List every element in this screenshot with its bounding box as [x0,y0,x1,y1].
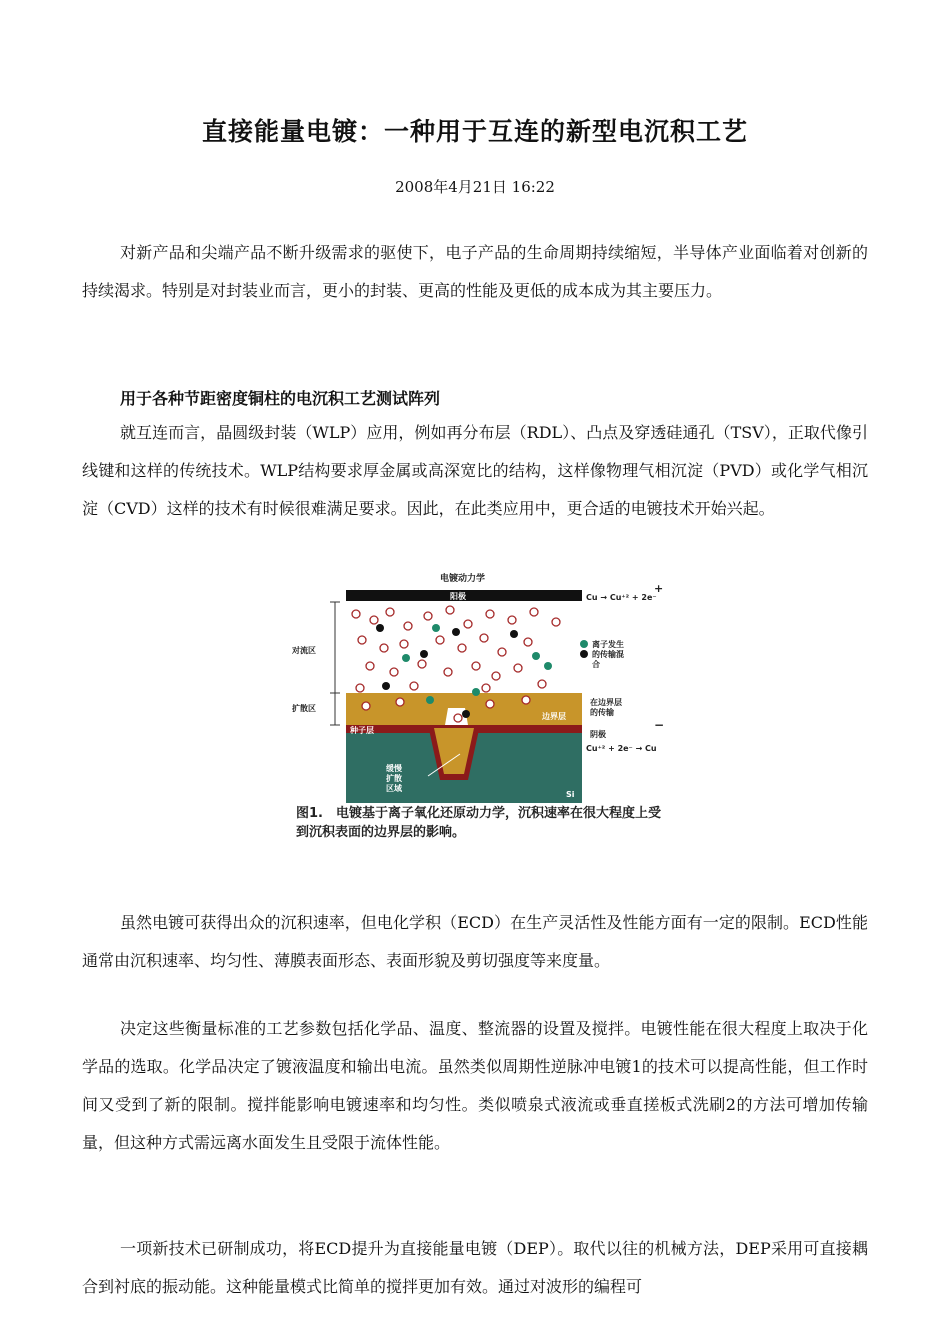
ion-mixing-label: 离子发生的传输混合 [592,640,624,669]
paragraph-intro: 对新产品和尖端产品不断升级需求的驱使下，电子产品的生命周期持续缩短，半导体产业面临着对创新的持续渴求。特别是对封装业而言，更小的封装、更高的性能及更低的成本成为其主要压力。 [82,243,868,300]
figure-electroplating-kinetics [290,568,670,858]
paragraph-ecd-limits: 虽然电镀可获得出众的沉积速率，但电化学积（ECD）在生产灵活性及性能方面有一定的限制。ECD性能通常由沉积速率、均匀性、薄膜表面形态、表面形貌及剪切强度等来度量。 [82,913,868,970]
silicon-label: Si [566,790,575,799]
cathode-minus-sign: − [654,718,665,732]
paragraph-process-parameters: 决定这些衡量标准的工艺参数包括化学品、温度、整流器的设置及搅拌。电镀性能在很大程度上取决于化学品的选取。化学品决定了镀液温度和输出电流。虽然类似周期性逆脉冲电镀1的技术可以提高性能，但工作时间又受到了新的限制。搅拌能影响电镀速率和均匀性。类似喷泉式液流或垂直搓板式洗刷2的方法可增加传输量，但这种方式需远离水面发生且受限于流体性能。 [82,1019,868,1152]
figure-title: 电镀动力学 [440,574,486,584]
seed-layer-label: 种子层 [350,726,374,735]
paragraph-dep: 一项新技术已研制成功，将ECD提升为直接能量电镀（DEP）。取代以往的机械方法，DEP采用可直接耦合到衬底的振动能。这种能量模式比简单的搅拌更加有效。通过对波形的编程可 [82,1239,868,1296]
electroplating-diagram [290,568,670,804]
anode-plus-sign: + [654,582,664,595]
boundary-transport-label: 在边界层的传输 [590,698,622,717]
anode-label: 阳极 [450,592,466,601]
boundary-layer-label: 边界层 [542,712,566,721]
article-title: 直接能量电镀：一种用于互连的新型电沉积工艺 [201,117,748,146]
cathode-label: 阴极 [590,730,606,739]
cathode-reaction-label: Cu⁺² + 2e⁻ → Cu [586,744,657,753]
section-heading: 用于各种节距密度铜柱的电沉积工艺测试阵列 [120,389,441,408]
slow-diffusion-label: 缓慢扩散区域 [386,764,402,793]
paragraph-interconnect: 就互连而言，晶圆级封装（WLP）应用，例如再分布层（RDL）、凸点及穿透硅通孔（TSV），正取代像引线键和这样的传统技术。WLP结构要求厚金属或高深宽比的结构，这样像物理气相沉淀（PVD）或化学气相沉淀（CVD）这样的技术有时候很难满足要求。因此，在此类应用中，更合适的电镀技术开始兴起。 [82,423,868,518]
publish-date: 2008年4月21日 16:22 [395,178,555,196]
figure-caption: 图1. 电镀基于离子氧化还原动力学，沉积速率在很大程度上受到沉积表面的边界层的影响。 [296,806,661,840]
diffusion-zone-label: 扩散区 [292,704,316,713]
anode-reaction-label: Cu → Cu⁺² + 2e⁻ [586,593,657,602]
convection-zone-label: 对流区 [292,646,316,655]
